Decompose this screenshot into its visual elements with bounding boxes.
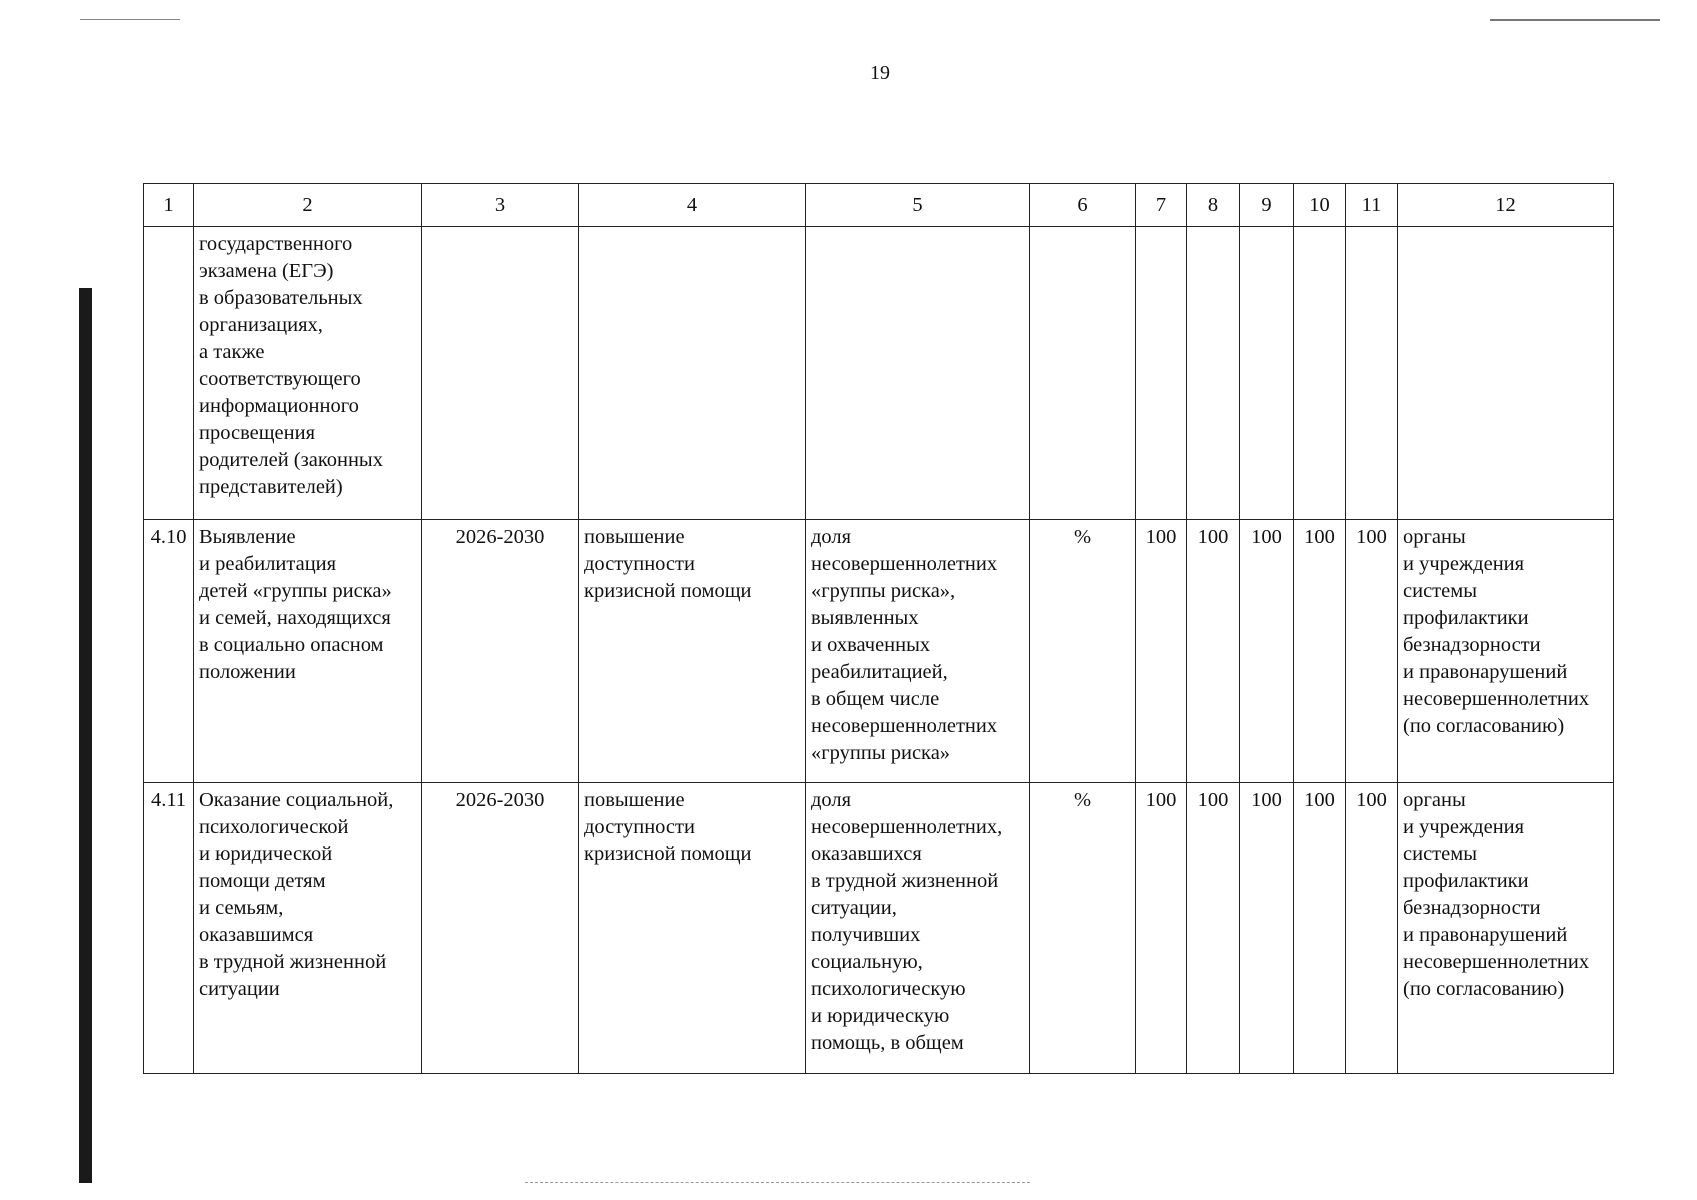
executor-line: системы (1403, 580, 1477, 602)
activity-name-line: экзамена (ЕГЭ) (199, 260, 334, 282)
target-value: 100 (1187, 520, 1240, 783)
executor-line: и учреждения (1403, 816, 1525, 838)
indicator-line: «группы риска», (811, 580, 956, 602)
col-header: 6 (1030, 184, 1136, 227)
indicator-line: ситуации, (811, 897, 897, 919)
indicator-line: «группы риска» (811, 742, 951, 764)
goal-line: кризисной помощи (584, 580, 752, 602)
indicator-line: доля (811, 526, 852, 548)
target-value: 100 (1294, 783, 1346, 1074)
page-number: 19 (870, 62, 890, 84)
goal-line: доступности (584, 553, 695, 575)
activity-name-line: детей «группы риска» (199, 580, 392, 602)
period: 2026-2030 (422, 783, 579, 1074)
goal (579, 227, 806, 520)
executor-line: органы (1403, 789, 1466, 811)
indicator-line: и юридическую (811, 1005, 950, 1027)
activity-name-line: в социально опасном (199, 634, 384, 656)
col-header: 5 (806, 184, 1030, 227)
col-header: 12 (1398, 184, 1614, 227)
executor-line: (по согласованию) (1403, 715, 1565, 737)
target-value (1346, 227, 1398, 520)
top-rule-right (1490, 19, 1660, 21)
executor-line: и правонарушений (1403, 924, 1568, 946)
target-value: 100 (1346, 520, 1398, 783)
activity-name-line: и семьям, (199, 897, 284, 919)
goal (579, 783, 806, 1074)
unit: % (1030, 783, 1136, 1074)
activity-name-line: информационного (199, 395, 359, 417)
target-value (1294, 227, 1346, 520)
table-row (144, 227, 1614, 520)
indicator-line: социальную, (811, 951, 923, 973)
table-row (144, 520, 1614, 783)
executor-line: несовершеннолетних (1403, 688, 1590, 710)
activity-name (194, 783, 422, 1074)
top-rule-left (80, 19, 180, 20)
unit (1030, 227, 1136, 520)
activity-name-line: помощи детям (199, 870, 326, 892)
target-value: 100 (1346, 783, 1398, 1074)
executor-line: и учреждения (1403, 553, 1525, 575)
program-table (143, 183, 1614, 1074)
activity-name-line: Оказание социальной, (199, 789, 394, 811)
activity-name-line: представителей) (199, 476, 343, 498)
target-value (1187, 227, 1240, 520)
executor-line: профилактики (1403, 870, 1529, 892)
indicator-line: несовершеннолетних, (811, 816, 1003, 838)
indicator-line: получивших (811, 924, 921, 946)
target-value: 100 (1240, 783, 1294, 1074)
indicator-line: оказавшихся (811, 843, 922, 865)
executor-line: профилактики (1403, 607, 1529, 629)
activity-name-line: положении (199, 661, 296, 683)
indicator-line: несовершеннолетних (811, 553, 998, 575)
activity-name-line: и юридической (199, 843, 333, 865)
activity-name-line: и семей, находящихся (199, 607, 391, 629)
activity-name-line: просвещения (199, 422, 315, 444)
col-header: 11 (1346, 184, 1398, 227)
period (422, 227, 579, 520)
col-header: 7 (1136, 184, 1187, 227)
target-value: 100 (1240, 520, 1294, 783)
col-header: 2 (194, 184, 422, 227)
executor-line: безнадзорности (1403, 634, 1541, 656)
activity-name-line: государственного (199, 233, 353, 255)
indicator (806, 783, 1030, 1074)
activity-name-line: в образовательных (199, 287, 363, 309)
item-number: 4.10 (144, 520, 194, 783)
goal-line: повышение (584, 526, 685, 548)
goal-line: кризисной помощи (584, 843, 752, 865)
target-value: 100 (1294, 520, 1346, 783)
target-value (1240, 227, 1294, 520)
target-value: 100 (1136, 520, 1187, 783)
activity-name-line: в трудной жизненной (199, 951, 387, 973)
executor-line: системы (1403, 843, 1477, 865)
col-header: 4 (579, 184, 806, 227)
executor-line: органы (1403, 526, 1466, 548)
col-header: 10 (1294, 184, 1346, 227)
activity-name-line: оказавшимся (199, 924, 314, 946)
unit: % (1030, 520, 1136, 783)
indicator-line: помощь, в общем (811, 1032, 964, 1054)
indicator-line: психологическую (811, 978, 966, 1000)
activity-name-line: соответствующего (199, 368, 361, 390)
activity-name (194, 227, 422, 520)
executor-line: и правонарушений (1403, 661, 1568, 683)
indicator-line: в общем числе (811, 688, 940, 710)
activity-name (194, 520, 422, 783)
goal-line: повышение (584, 789, 685, 811)
indicator-line: в трудной жизненной (811, 870, 999, 892)
activity-name-line: ситуации (199, 978, 280, 1000)
indicator-line: несовершеннолетних (811, 715, 998, 737)
activity-name-line: организациях, (199, 314, 323, 336)
col-header: 3 (422, 184, 579, 227)
activity-name-line: родителей (законных (199, 449, 383, 471)
col-header: 1 (144, 184, 194, 227)
indicator-line: реабилитацией, (811, 661, 948, 683)
executor (1398, 227, 1614, 520)
table-row (144, 783, 1614, 1074)
goal-line: доступности (584, 816, 695, 838)
executor-line: безнадзорности (1403, 897, 1541, 919)
scan-binding-edge (79, 288, 92, 1183)
executor (1398, 520, 1614, 783)
activity-name-line: а также (199, 341, 265, 363)
item-number: 4.11 (144, 783, 194, 1074)
activity-name-line: Выявление (199, 526, 296, 548)
col-header: 8 (1187, 184, 1240, 227)
activity-name-line: психологической (199, 816, 349, 838)
indicator (806, 520, 1030, 783)
indicator-line: доля (811, 789, 852, 811)
activity-name-line: и реабилитация (199, 553, 337, 575)
period: 2026-2030 (422, 520, 579, 783)
item-number (144, 227, 194, 520)
indicator-line: и охваченных (811, 634, 931, 656)
indicator (806, 227, 1030, 520)
col-header: 9 (1240, 184, 1294, 227)
bottom-rule (525, 1182, 1030, 1183)
target-value (1136, 227, 1187, 520)
executor-line: (по согласованию) (1403, 978, 1565, 1000)
target-value: 100 (1136, 783, 1187, 1074)
target-value: 100 (1187, 783, 1240, 1074)
goal (579, 520, 806, 783)
executor (1398, 783, 1614, 1074)
column-number-row (144, 184, 1614, 227)
indicator-line: выявленных (811, 607, 919, 629)
executor-line: несовершеннолетних (1403, 951, 1590, 973)
